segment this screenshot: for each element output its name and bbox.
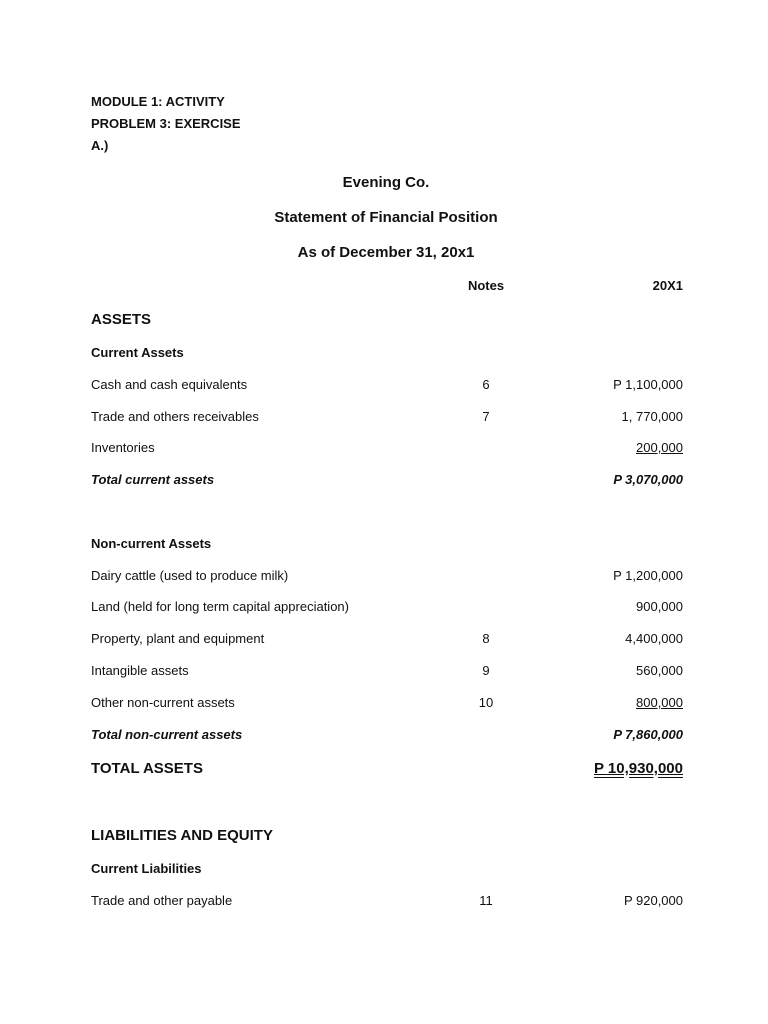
line-item-note: 7 — [482, 409, 490, 424]
double-underlined-amount: P 10,930,000 — [594, 760, 683, 777]
noncurrent-assets-heading: Non-current Assets — [91, 536, 212, 551]
company-name: Evening Co. — [342, 174, 430, 191]
line-item-label: Land (held for long term capital appreciation) — [91, 599, 349, 614]
line-item-note: 8 — [482, 631, 490, 646]
statement-title: Statement of Financial Position — [274, 209, 498, 226]
line-item-label: Trade and others receivables — [91, 409, 259, 424]
total-current-assets-amount: P 3,070,000 — [613, 472, 683, 487]
part-label: A.) — [91, 138, 109, 153]
line-item-amount: 900,000 — [636, 599, 683, 614]
line-item-note: 11 — [479, 893, 493, 908]
total-noncurrent-assets-amount: P 7,860,000 — [613, 727, 683, 742]
year-column-header: 20X1 — [652, 278, 683, 293]
notes-column-header: Notes — [467, 278, 505, 293]
line-item-label: Property, plant and equipment — [91, 631, 265, 646]
line-item-label: Intangible assets — [91, 663, 189, 678]
line-item-amount: P 1,200,000 — [613, 568, 683, 583]
line-item-label: Cash and cash equivalents — [91, 377, 248, 392]
liabilities-equity-heading: LIABILITIES AND EQUITY — [91, 827, 273, 844]
underlined-amount: 800,000 — [636, 695, 683, 710]
line-item-note: 10 — [478, 695, 494, 710]
current-assets-heading: Current Assets — [91, 345, 184, 360]
total-assets-label: TOTAL ASSETS — [91, 760, 203, 777]
line-item-amount: 4,400,000 — [625, 631, 683, 646]
total-assets-amount — [520, 760, 683, 777]
line-item-label: Dairy cattle (used to produce milk) — [91, 568, 289, 583]
module-heading: MODULE 1: ACTIVITY — [91, 94, 225, 109]
line-item-label: Other non-current assets — [91, 695, 235, 710]
line-item-label: Inventories — [91, 440, 155, 455]
line-item-amount: P 920,000 — [623, 893, 683, 908]
line-item-note: 9 — [482, 663, 490, 678]
line-item-amount — [520, 695, 683, 710]
total-current-assets-label: Total current assets — [91, 472, 215, 487]
statement-date: As of December 31, 20x1 — [297, 244, 475, 261]
current-liabilities-heading: Current Liabilities — [91, 861, 202, 876]
total-noncurrent-assets-label: Total non-current assets — [91, 727, 243, 742]
underlined-amount: 200,000 — [636, 440, 683, 455]
problem-heading: PROBLEM 3: EXERCISE — [91, 116, 241, 131]
line-item-amount: 560,000 — [636, 663, 683, 678]
line-item-note: 6 — [482, 377, 490, 392]
line-item-amount: 1, 770,000 — [621, 409, 683, 424]
line-item-amount — [520, 440, 683, 455]
line-item-label: Trade and other payable — [91, 893, 233, 908]
assets-heading: ASSETS — [91, 311, 152, 328]
line-item-amount: P 1,100,000 — [613, 377, 683, 392]
